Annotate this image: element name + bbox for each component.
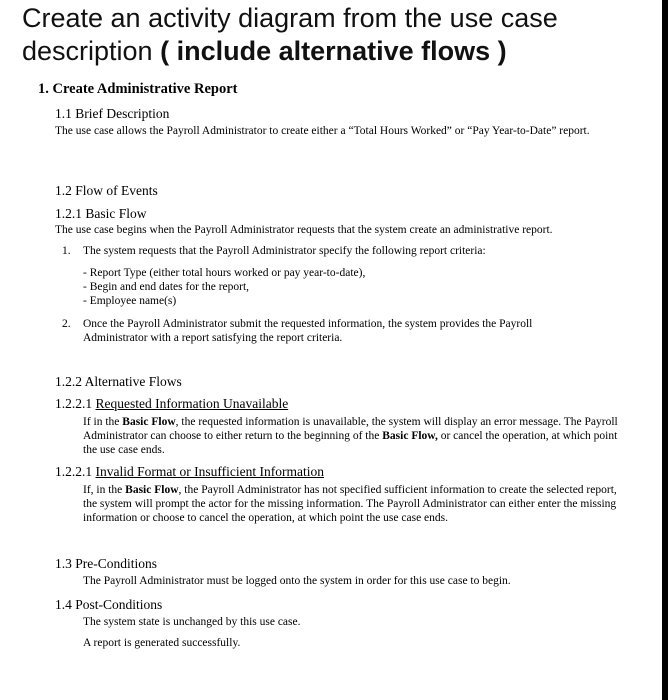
alt-flow-2-title: Invalid Format or Insufficient Information	[95, 464, 324, 479]
alternative-flows-title: 1.2.2 Alternative Flows	[55, 374, 182, 389]
step-2-number: 2.	[62, 318, 71, 330]
alt-flow-1-number: 1.2.2.1	[55, 396, 93, 411]
pre-conditions-text: The Payroll Administrator must be logged onto the system in order for this use case to begin.	[83, 575, 511, 587]
document-heading: 1. Create Administrative Report	[38, 81, 238, 97]
step-1-number: 1.	[62, 245, 71, 257]
brief-description-title: 1.1 Brief Description	[55, 106, 170, 121]
question-line-2-plain: description	[22, 36, 161, 66]
alt-flow-2-text	[83, 483, 623, 525]
basic-flow-intro: The use case begins when the Payroll Administrator requests that the system create an administrative report.	[55, 224, 553, 236]
text-run-bold: Basic Flow	[125, 484, 179, 496]
alt-flow-1-text	[83, 415, 623, 457]
post-conditions-title: 1.4 Post-Conditions	[55, 597, 163, 612]
text-run: If in the	[83, 416, 123, 428]
post-conditions-text-1: The system state is unchanged by this use case.	[83, 616, 301, 628]
text-run: , the requested information is unavailable, the system will display an error message. The Payroll Administrator can choose to either return to the beginning of the	[83, 416, 618, 442]
basic-flow-title: 1.2.1 Basic Flow	[55, 206, 147, 221]
text-run: If, in the	[83, 484, 126, 496]
text-run-bold: Basic Flow,	[382, 430, 438, 442]
text-run: , the Payroll Administrator has not specified sufficient information to create the selected report, the system will prompt the actor for the missing information. The Payroll Administrator can either enter the missing information or choose to cancel the operation, at which point the use case ends.	[83, 484, 617, 524]
step-2-text: Once the Payroll Administrator submit the requested information, the system provides the Payroll Administrator with a report satisfying the report criteria.	[83, 318, 533, 344]
question-line-1: Create an activity diagram from the use case	[22, 3, 558, 33]
brief-description-text: The use case allows the Payroll Administrator to create either a “Total Hours Worked” or “Pay Year-to-Date” report.	[55, 125, 590, 137]
alt-flow-2-heading	[55, 464, 324, 480]
pre-conditions-title: 1.3 Pre-Conditions	[55, 556, 158, 571]
alt-flow-1-heading	[55, 396, 288, 412]
alt-flow-2-number: 1.2.2.1	[55, 464, 93, 479]
criteria-item: - Begin and end dates for the report,	[83, 281, 250, 293]
flow-of-events-title: 1.2 Flow of Events	[55, 183, 158, 198]
text-run-bold: Basic Flow	[122, 416, 176, 428]
criteria-item: - Employee name(s)	[83, 295, 177, 307]
alt-flow-1-title: Requested Information Unavailable	[95, 396, 289, 411]
step-1-text: The system requests that the Payroll Administrator specify the following report criteria:	[83, 245, 486, 257]
post-conditions-text-2: A report is generated successfully.	[83, 637, 241, 649]
criteria-item: - Report Type (either total hours worked or pay year-to-date),	[83, 267, 366, 279]
question-line-2-bold: ( include alternative flows )	[160, 36, 507, 66]
text-run: or cancel the operation, at which point the use case ends.	[83, 430, 618, 456]
